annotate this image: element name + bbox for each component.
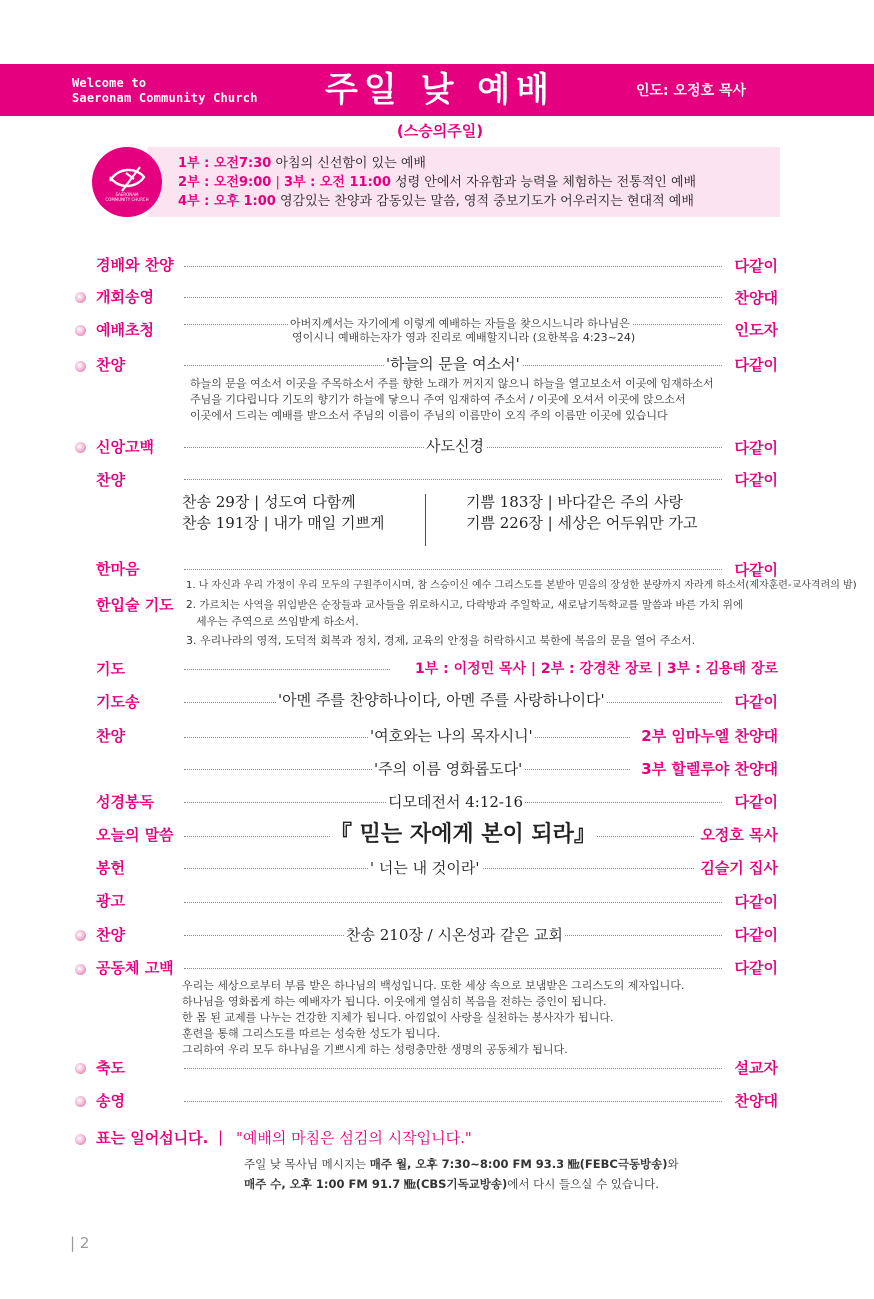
confession-line-5: 그리하여 우리 모두 하나님을 기쁘시게 하는 성령충만한 생명의 공동체가 됩니다.: [182, 1043, 568, 1056]
hymn-item: [182, 513, 384, 534]
worship-leader: 인도: 오정호 목사: [636, 83, 747, 99]
logo-text-line-1: SAERONAM: [115, 192, 139, 197]
confession-line-3: 한 몸 된 교제를 나누는 건강한 지체가 됩니다. 아낌없이 사랑을 실천하는 봉사자가 됩니다.: [182, 1011, 614, 1024]
welcome-text: [72, 76, 258, 106]
service-desc: 아침의 신선함이 있는 예배: [275, 156, 426, 171]
service-3: [178, 193, 694, 210]
sermon-title: 『 믿는 자에게 본이 되라』: [330, 821, 596, 847]
label-choir: 찬양: [96, 727, 125, 745]
standing-bullet-icon: [75, 1134, 86, 1145]
unison-prayer-1: 1. 나 자신과 우리 가정이 우리 모두의 구원주이시며, 참 스승이신 예수 그리스도를 본받아 믿음의 장성한 분량까지 자라게 하소서(제자훈련-교사격려의 밤): [186, 580, 857, 591]
service-separator: |: [275, 175, 280, 190]
label-unison-prayer: 한입술 기도: [96, 596, 174, 614]
logo-text: [102, 192, 152, 202]
page-subtitle: (스승의주일): [396, 122, 484, 140]
service-time: 2부 : 오전9:00: [178, 175, 272, 190]
label-benediction: 축도: [96, 1059, 125, 1077]
dotted-leader: [184, 1101, 722, 1102]
standing-bullet-icon: [75, 964, 86, 975]
radio-text: 주일 낮 목사님 메시지는: [244, 1157, 370, 1171]
hymn-title: 성도여 다함께: [263, 493, 356, 511]
radio-text: 와: [667, 1157, 679, 1171]
label-praise-1: 찬양: [96, 356, 125, 374]
label-offering: 봉헌: [96, 859, 125, 877]
choir-name-2: 3부 할렐루야 찬양대: [641, 760, 778, 778]
choir-title-2: '주의 이름 영화롭도다': [374, 760, 523, 778]
welcome-line-2: Saeronam Community Church: [72, 91, 258, 105]
label-prayer-song: 기도송: [96, 693, 140, 711]
service-1: [178, 155, 426, 172]
role-benediction: 설교자: [734, 1059, 778, 1077]
choir-title-1: '여호와는 나의 목자시니': [370, 727, 533, 745]
praise-1-lyrics-1: 하늘의 문을 여소서 이곳을 주목하소서 주를 향한 노래가 꺼지지 않으니 하늘을 열고보소서 이곳에 임재하소서: [190, 377, 714, 390]
footer-quote: "예배의 마침은 섬김의 시작입니다.": [236, 1129, 472, 1147]
radio-text: 에서 다시 들으실 수 있습니다.: [507, 1177, 659, 1191]
confession-line-4: 훈련을 통해 그리스도를 따르는 성숙한 성도가 됩니다.: [182, 1027, 441, 1040]
hymn-divider: [425, 494, 426, 546]
page-number: | 2: [70, 1234, 90, 1252]
role-opening-song: 찬양대: [734, 289, 778, 307]
role-announcement: 다같이: [734, 893, 778, 911]
label-one-heart: 한마음: [96, 560, 140, 578]
role-praise-3: 다같이: [734, 926, 778, 944]
offering-leader: 김슬기 집사: [700, 859, 778, 877]
hymn-title: 내가 매일 기쁘게: [273, 514, 385, 532]
unison-prayer-2b: 세우는 주역으로 쓰임받게 하소서.: [196, 615, 359, 628]
radio-info-2: [244, 1177, 659, 1191]
fish-cross-icon: [92, 147, 162, 217]
standing-bullet-icon: [75, 930, 86, 941]
praise-3-title: 찬송 210장 / 시온성과 같은 교회: [346, 926, 563, 944]
role-praise-1: 다같이: [734, 356, 778, 374]
service-time: 3부 : 오전 11:00: [283, 175, 391, 190]
footer-separator: |: [218, 1128, 224, 1146]
role-worship-praise: 다같이: [734, 257, 778, 275]
hymn-item: [182, 492, 356, 513]
role-praise-2: 다같이: [734, 471, 778, 489]
service-time: 1부 : 오전7:30: [178, 156, 272, 171]
radio-schedule: 매주 월, 오후 7:30~8:00 FM 93.3 ㎒(FEBC극동방송): [369, 1157, 668, 1171]
prayer-song-title: '아멘 주를 찬양하나이다, 아멘 주를 사랑하나이다': [278, 691, 605, 709]
service-time: 4부 : 오후 1:00: [178, 194, 276, 209]
hymn-number: 찬송 29장: [182, 493, 250, 511]
radio-info-1: [244, 1157, 679, 1171]
label-praise-2: 찬양: [96, 471, 125, 489]
dotted-leader: [184, 902, 722, 903]
label-sermon: 오늘의 말씀: [96, 826, 174, 844]
role-creed: 다같이: [734, 439, 778, 457]
service-desc: 성령 안에서 자유함과 능력을 체험하는 전통적인 예배: [395, 175, 697, 190]
service-desc: 영감있는 찬양과 감동있는 말씀, 영적 중보기도가 어우러지는 현대적 예배: [279, 194, 694, 209]
role-prayer-song: 다같이: [734, 693, 778, 711]
logo-text-line-2: COMMUNITY CHURCH: [105, 197, 149, 202]
praise-1-title: '하늘의 문을 여소서': [386, 355, 520, 373]
hymn-number: 기쁨 226장: [466, 514, 543, 532]
dotted-leader: [184, 266, 722, 267]
label-scripture: 성경봉독: [96, 793, 154, 811]
hymn-title: 세상은 어두워만 가고: [557, 514, 698, 532]
page-number-value: 2: [79, 1234, 90, 1252]
label-community-confession: 공동체 고백: [96, 959, 174, 977]
standing-bullet-icon: [75, 325, 86, 336]
hymn-separator: |: [547, 493, 553, 511]
hymn-number: 기쁨 183장: [466, 493, 543, 511]
label-closing-song: 송영: [96, 1092, 125, 1110]
label-announcement: 광고: [96, 892, 125, 910]
dotted-leader: [184, 968, 722, 969]
label-opening-song: 개회송영: [96, 288, 154, 306]
dotted-leader: [184, 1068, 722, 1069]
role-community-confession: 다같이: [734, 959, 778, 977]
unison-prayer-3: 3. 우리나라의 영적, 도덕적 회복과 정치, 경제, 교육의 안정을 허락하시고 북한에 복음의 문을 열어 주소서.: [186, 634, 696, 647]
scripture-title: 디모데전서 4:12-16: [388, 793, 524, 811]
choir-name-1: 2부 임마누엘 찬양대: [641, 727, 778, 745]
preacher: 오정호 목사: [700, 826, 778, 844]
praise-1-lyrics-3: 이곳에서 드리는 예배를 받으소서 주님의 이름이 주님의 이름만이 오직 주의 이름만 이곳에 있습니다: [190, 409, 668, 422]
welcome-line-1: Welcome to: [72, 76, 147, 90]
label-call-to-worship: 예배초청: [96, 321, 154, 339]
label-worship-praise: 경배와 찬양: [96, 256, 174, 274]
church-logo: [92, 147, 162, 217]
hymn-separator: |: [263, 514, 269, 532]
hymn-item: [466, 492, 683, 513]
praise-1-lyrics-2: 주님을 기다립니다 기도의 향기가 하늘에 닿으니 주여 임재하여 주소서 / 이곳에 오셔서 이곳에 앉으소서: [190, 393, 686, 406]
confession-line-1: 우리는 세상으로부터 부름 받은 하나님의 백성입니다. 또한 세상 속으로 보냄받은 그리스도의 제자입니다.: [182, 979, 685, 992]
standing-bullet-icon: [75, 442, 86, 453]
creed-title: 사도신경: [426, 437, 484, 455]
radio-schedule: 매주 수, 오후 1:00 FM 91.7 ㎒(CBS기독교방송): [244, 1177, 508, 1191]
role-prayer: 1부 : 이정민 목사 | 2부 : 강경찬 장로 | 3부 : 김용태 장로: [414, 661, 778, 677]
label-creed: 신앙고백: [96, 438, 154, 456]
offering-title: ' 너는 내 것이라': [370, 859, 480, 877]
role-closing-song: 찬양대: [734, 1092, 778, 1110]
role-scripture: 다같이: [734, 793, 778, 811]
label-prayer: 기도: [96, 660, 125, 678]
role-one-heart: 다같이: [734, 561, 778, 579]
standing-bullet-icon: [75, 1096, 86, 1107]
hymn-separator: |: [547, 514, 553, 532]
dotted-leader: [184, 569, 722, 570]
dotted-leader: [184, 479, 722, 480]
label-praise-3: 찬양: [96, 926, 125, 944]
service-2: [178, 174, 696, 191]
call-to-worship-text-2: 영이시니 예배하는자가 영과 진리로 예배할지니라 (요한복음 4:23~24): [292, 331, 636, 344]
hymn-title: 바다같은 주의 사랑: [557, 493, 683, 511]
role-call-to-worship: 인도자: [734, 321, 778, 339]
stand-note: 표는 일어섭니다.: [96, 1129, 209, 1147]
standing-bullet-icon: [75, 1063, 86, 1074]
hymn-number: 찬송 191장: [182, 514, 259, 532]
standing-bullet-icon: [75, 361, 86, 372]
page-title: 주일 낮 예배: [325, 70, 555, 110]
confession-line-2: 하나님을 영화롭게 하는 예배자가 됩니다. 이웃에게 열심히 복음을 전하는 증인이 됩니다.: [182, 995, 607, 1008]
standing-bullet-icon: [75, 292, 86, 303]
dotted-leader: [184, 297, 722, 298]
dotted-leader: [184, 669, 390, 670]
unison-prayer-2a: 2. 가르치는 사역을 위임받은 순장들과 교사들을 위로하시고, 다락방과 주일학교, 새로남기독학교를 말씀과 바른 가치 위에: [186, 599, 744, 611]
call-to-worship-text-1: 아버지께서는 자기에게 이렇게 예배하는 자들을 찾으시느니라 하나님은: [290, 317, 630, 330]
hymn-item: [466, 513, 697, 534]
hymn-separator: |: [254, 493, 260, 511]
